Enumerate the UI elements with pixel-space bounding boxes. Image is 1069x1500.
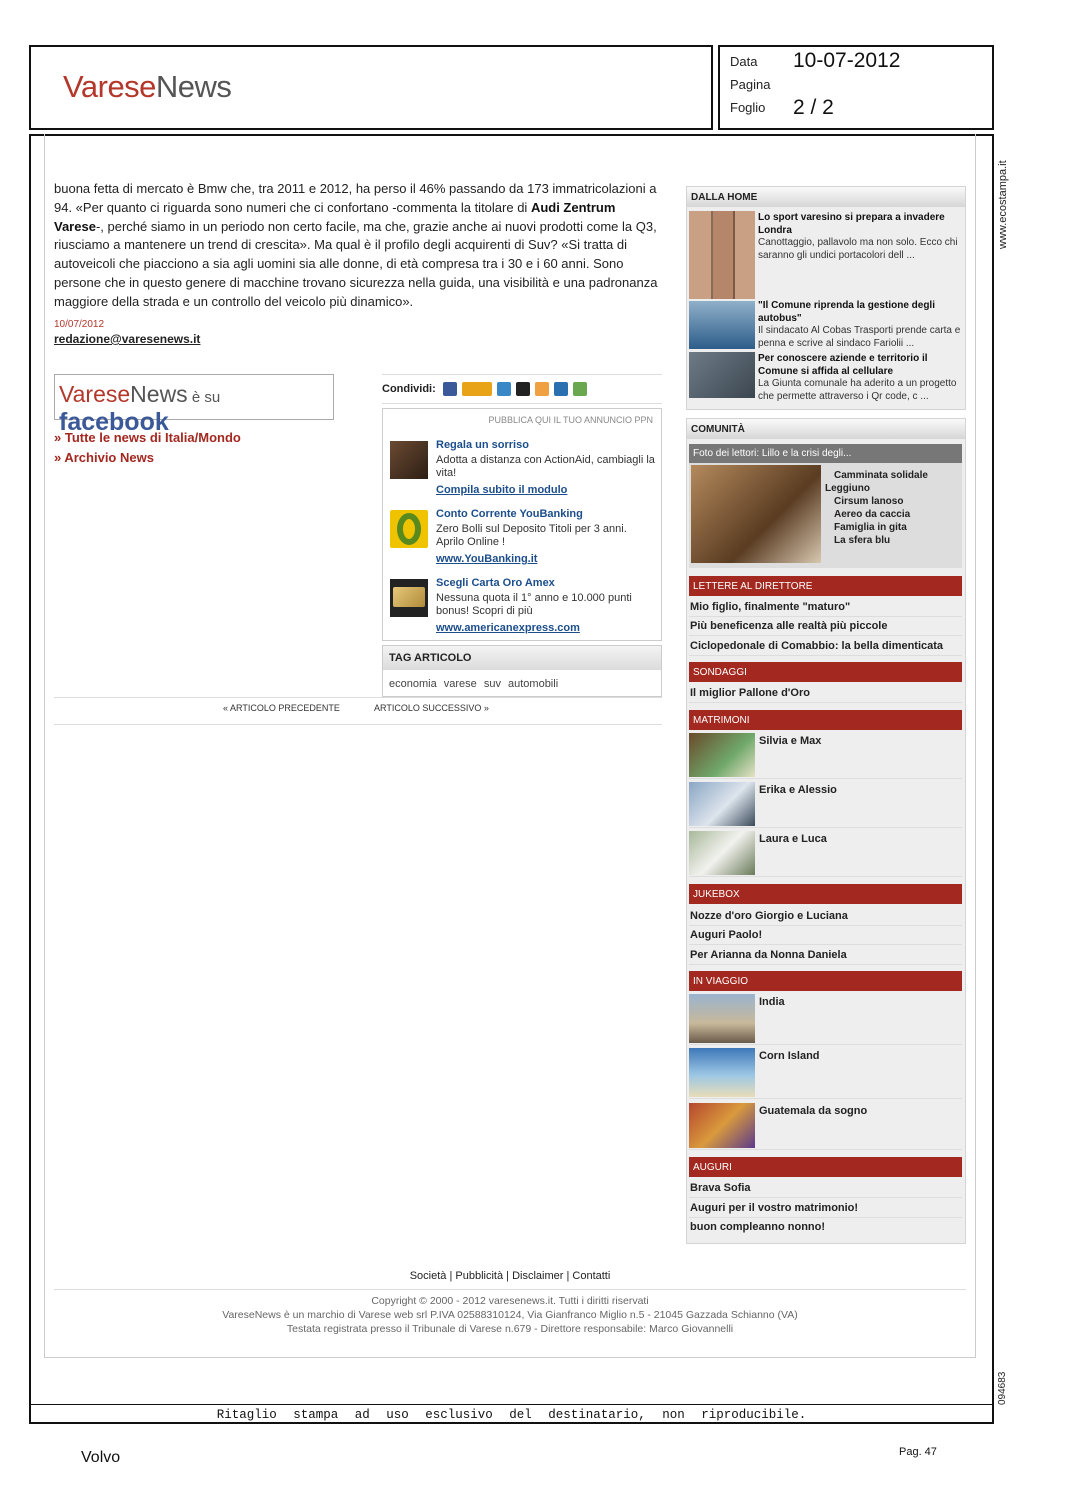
auguri-header: AUGURI xyxy=(689,1157,962,1177)
header-logo-box xyxy=(29,45,713,130)
lettere-item[interactable]: Ciclopedonale di Comabbio: la bella dimenticata xyxy=(689,637,962,656)
athletes-photo-grid xyxy=(689,211,755,299)
pubblicita-link[interactable]: Pubblicità xyxy=(455,1270,504,1282)
data-value: 10-07-2012 xyxy=(793,49,901,72)
article-body: buona fetta di mercato è Bmw che, tra 2011 e 2012, ha perso il 46% passando da 173 immatricolazioni a 94. «Per quanto ci riguarda sono numeri che ci confortano -commenta la titolare di Audi Zentrum Varese-, perché siamo in un periodo non certo facile, ma che, grazie anche ai nuovi prodotti come la Q3, riusciamo a mantenere un trend di crescita». Ma qual è il profilo degli acquirenti di Suv? «Si tratta di autoveicoli che piacciono a sia agli uomini sia alle donne, di età compresa tra i 30 e i 60 anni. Sono persone che in questo genere di macchine trovano sicurezza nella guida, una visibilità e una padronanza maggiore della strada e un controllo del veicolo più dinamico». xyxy=(54,181,658,309)
facebook-logo: facebook xyxy=(59,408,169,436)
matrimoni-item[interactable]: Erika e Alessio xyxy=(689,782,962,828)
foto-list-item[interactable]: Aereo da caccia xyxy=(834,509,911,520)
jukebox-header: JUKEBOX xyxy=(689,884,962,904)
india-photo xyxy=(689,994,755,1043)
foglio-value: 2 / 2 xyxy=(793,96,834,119)
pagina-label: Pagina xyxy=(730,77,771,92)
ad-title[interactable]: Regala un sorriso xyxy=(436,439,529,451)
cat-photo[interactable] xyxy=(691,465,821,563)
copyright-text: Copyright © 2000 - 2012 varesenews.it. Tutti i diritti riservati VareseNews è un marchio di Varese web srl P.IVA 02588310124, Via Gianfranco Miglio n.5 - 21045 Gazzada Schianno (VA) Testata registrata presso il Tribunale di Varese n.679 - Direttore responsabile: Marco Giovannelli xyxy=(222,1295,798,1335)
ad-item xyxy=(390,508,655,568)
ritaglio-notice: Ritaglio stampa ad uso esclusivo del destinatario, non riproducibile. xyxy=(29,1404,994,1424)
tag-header: TAG ARTICOLO xyxy=(383,646,661,670)
digg-share-icon[interactable] xyxy=(516,382,530,396)
tag-articolo-box xyxy=(382,645,662,697)
societa-link[interactable]: Società xyxy=(409,1270,447,1282)
foto-lettori-title[interactable]: Foto dei lettori: Lillo e la crisi degli... xyxy=(689,444,962,463)
ad-title[interactable]: Scegli Carta Oro Amex xyxy=(436,577,555,589)
footer-divider xyxy=(54,1289,966,1290)
ad-item xyxy=(390,439,655,499)
guatemala-photo xyxy=(689,1103,755,1148)
child-photo xyxy=(390,441,428,479)
footer-links: Società | Pubblicità | Disclaimer | Contatti xyxy=(409,1270,611,1282)
foglio-label: Foglio xyxy=(730,100,766,115)
wedding-photo xyxy=(689,782,755,826)
header-meta-box xyxy=(718,45,994,130)
wedding-photo xyxy=(689,831,755,875)
varesenews-logo: VareseNews xyxy=(63,69,232,104)
redazione-email-link[interactable]: redazione@varesenews.it xyxy=(54,332,201,346)
article-date: 10/07/2012 xyxy=(54,319,105,330)
lettere-item[interactable]: Mio figlio, finalmente "maturo" xyxy=(689,598,962,617)
prev-article-link[interactable]: « ARTICOLO PRECEDENTE xyxy=(223,703,340,713)
comunita-header: COMUNITÀ xyxy=(687,419,965,439)
ad-desc: Zero Bolli sul Deposito Titoli per 3 anni. Aprilo Online ! xyxy=(436,523,627,548)
amex-card-image xyxy=(390,579,428,617)
jukebox-item[interactable]: Auguri Paolo! xyxy=(689,926,962,945)
foto-list-item[interactable]: Camminata solidale xyxy=(834,470,928,481)
lettere-header: LETTERE AL DIRETTORE xyxy=(689,576,962,596)
jukebox-item[interactable]: Per Arianna da Nonna Daniela xyxy=(689,946,962,965)
matrimoni-header: MATRIMONI xyxy=(689,710,962,730)
article-bold-name: Audi Zentrum Varese xyxy=(54,199,616,234)
facebook-banner[interactable]: VareseNews è su facebook xyxy=(54,374,334,420)
foto-list-item[interactable]: Leggiuno xyxy=(825,483,870,494)
foto-list-item[interactable]: Cirsum lanoso xyxy=(834,496,904,507)
foto-list-item[interactable]: La sfera blu xyxy=(834,535,891,546)
bus-photo xyxy=(689,301,755,349)
contatti-link[interactable]: Contatti xyxy=(572,1270,611,1282)
sondaggi-header: SONDAGGI xyxy=(689,662,962,682)
viaggio-header: IN VIAGGIO xyxy=(689,971,962,991)
corn-island-photo xyxy=(689,1048,755,1097)
data-label: Data xyxy=(730,54,758,69)
ad-link[interactable]: www.YouBanking.it xyxy=(436,553,538,565)
matrimoni-item[interactable]: Laura e Luca xyxy=(689,831,962,877)
delicious-share-icon[interactable] xyxy=(497,382,511,396)
rss-share-icon[interactable] xyxy=(535,382,549,396)
matrimoni-item[interactable]: Silvia e Max xyxy=(689,733,962,779)
lettere-item[interactable]: Più beneficenza alle realtà più piccole xyxy=(689,617,962,636)
jukebox-item[interactable]: Nozze d'oro Giorgio e Luciana xyxy=(689,907,962,926)
next-article-link[interactable]: ARTICOLO SUCCESSIVO » xyxy=(374,703,489,713)
page-number: Pag. 47 xyxy=(899,1446,937,1458)
tag-list[interactable]: economia varese suv automobili xyxy=(389,678,559,690)
article-nav xyxy=(54,697,662,725)
twitter-share-icon[interactable] xyxy=(573,382,587,396)
ad-desc: Nessuna quota il 1° anno e 10.000 punti bonus! Scopri di più xyxy=(436,592,632,617)
ad-item xyxy=(390,577,655,637)
city-aerial-photo xyxy=(689,352,755,398)
ad-link[interactable]: www.americanexpress.com xyxy=(436,622,580,634)
linkedin-share-icon[interactable] xyxy=(554,382,568,396)
sondaggi-item[interactable]: Il miglior Pallone d'Oro xyxy=(689,684,962,703)
foto-list-item[interactable]: Famiglia in gita xyxy=(834,522,907,533)
ppn-ads-box xyxy=(382,408,662,641)
dalla-home-header: DALLA HOME xyxy=(687,187,965,207)
tutte-news-link[interactable]: » Tutte le news di Italia/Mondo xyxy=(54,430,241,445)
dh-item[interactable]: "Il Comune riprenda la gestione degli autobus" Il sindacato Al Cobas Trasporti prende carta e penna e scrive al sindaco Fariolii ... xyxy=(758,300,961,349)
disclaimer-link[interactable]: Disclaimer xyxy=(512,1270,564,1282)
archivio-news-link[interactable]: » Archivio News xyxy=(54,450,154,465)
ad-link[interactable]: Compila subito il modulo xyxy=(436,484,568,496)
okno-share-icon[interactable] xyxy=(462,382,492,396)
youbanking-logo xyxy=(390,510,428,548)
share-label: Condividi: xyxy=(382,382,436,395)
wedding-photo xyxy=(689,733,755,777)
facebook-share-icon[interactable] xyxy=(443,382,457,396)
viaggio-item[interactable]: Corn Island xyxy=(689,1048,962,1099)
viaggio-item[interactable]: Guatemala da sogno xyxy=(689,1103,962,1150)
ads-header[interactable]: PUBBLICA QUI IL TUO ANNUNCIO PPN xyxy=(488,415,653,425)
auguri-item[interactable]: Brava Sofia xyxy=(689,1179,962,1198)
dh-item[interactable]: Per conoscere aziende e territorio il Comune si affida al cellulare La Giunta comunale ha aderito a un progetto che permette attraverso i Qr code, c ... xyxy=(758,353,957,402)
viaggio-item[interactable]: India xyxy=(689,994,962,1045)
auguri-item[interactable]: Auguri per il vostro matrimonio! xyxy=(689,1199,962,1218)
dh-item[interactable]: Lo sport varesino si prepara a invadere Londra Canottaggio, pallavolo ma non solo. Ecco chi saranno gli undici portacolori dell ... xyxy=(758,212,958,261)
ad-title[interactable]: Conto Corrente YouBanking xyxy=(436,508,583,520)
doc-code: 094683 xyxy=(997,1371,1008,1405)
auguri-item[interactable]: buon compleanno nonno! xyxy=(690,1221,826,1233)
ad-desc: Adotta a distanza con ActionAid, cambiagli la vita! xyxy=(436,454,655,479)
foto-lettori-panel xyxy=(689,444,962,568)
client-name: Volvo xyxy=(81,1449,121,1466)
share-bar xyxy=(382,374,662,404)
ecostampa-url: www.ecostampa.it xyxy=(997,160,1009,249)
